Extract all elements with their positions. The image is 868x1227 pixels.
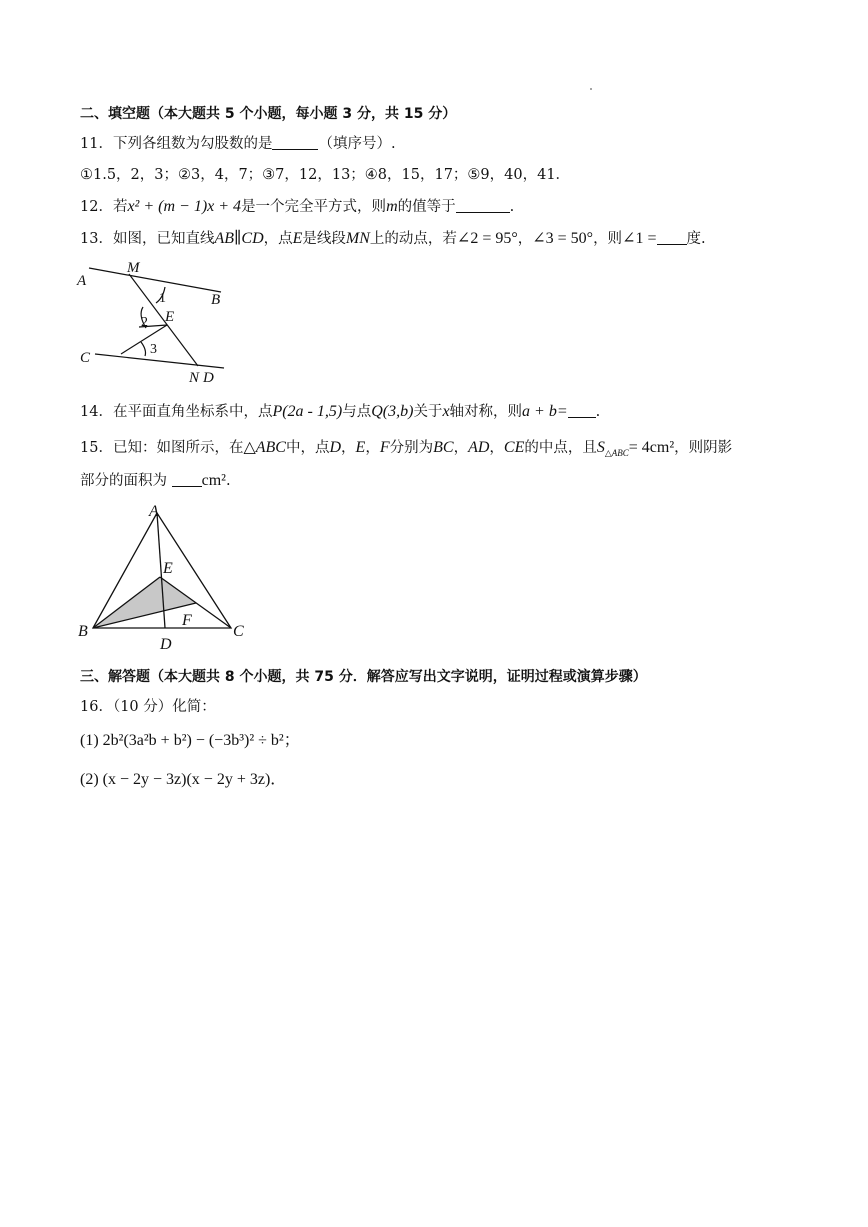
label-m: M bbox=[127, 260, 140, 276]
label-angle-2: 2 bbox=[141, 315, 148, 330]
q15-c1: ， bbox=[341, 440, 356, 456]
label-e: E bbox=[163, 560, 173, 577]
line-cd bbox=[95, 354, 224, 368]
q11-text: 11．下列各组数为勾股数的是 bbox=[80, 136, 273, 152]
label-e: E bbox=[165, 309, 175, 325]
q14-point-q: Q(3,b) bbox=[371, 403, 414, 420]
q15-d: D bbox=[329, 439, 342, 456]
q15-line2: 部分的面积为 bbox=[80, 473, 167, 489]
label-angle-3: 3 bbox=[150, 342, 157, 357]
q14-mid: 与点 bbox=[342, 404, 372, 420]
q13-tail: 度. bbox=[686, 231, 706, 247]
q11-after: （填序号）. bbox=[318, 136, 396, 152]
label-c: C bbox=[233, 623, 244, 640]
q16-part1: (1) 2b²(3a²b + b²) − (−3b³)² ÷ b²； bbox=[80, 732, 300, 749]
q14-x: x bbox=[442, 403, 450, 420]
question-13 bbox=[80, 229, 706, 249]
q13-pre: 13．如图，已知直线 bbox=[80, 231, 215, 247]
label-angle-1: 1 bbox=[159, 291, 166, 306]
q15-mid3: 的中点，且 bbox=[524, 440, 597, 456]
label-f: F bbox=[182, 612, 192, 629]
label-n: N bbox=[189, 370, 200, 386]
shaded-region bbox=[93, 577, 196, 628]
figure-15-triangle bbox=[75, 500, 255, 655]
q13-point-e: E bbox=[292, 230, 303, 247]
figure-13-parallel-lines bbox=[75, 258, 235, 390]
label-b: B bbox=[78, 623, 88, 640]
q15-c4: ， bbox=[489, 440, 504, 456]
q15-s-sub: △ABC bbox=[604, 447, 629, 458]
q15-c2: ， bbox=[365, 440, 380, 456]
label-a: A bbox=[149, 503, 159, 520]
q14-end: . bbox=[595, 404, 601, 420]
q14-answer-blank[interactable] bbox=[568, 403, 596, 418]
q13-parallel: AB∥CD bbox=[214, 230, 264, 247]
label-d: D bbox=[160, 636, 172, 653]
q13-angle2: ∠2 = 95° bbox=[456, 230, 518, 247]
q14-mid3: 轴对称，则 bbox=[449, 404, 523, 420]
q15-pre: 15．已知：如图所示，在 bbox=[80, 440, 244, 456]
line-ab bbox=[89, 268, 221, 292]
question-15-line2 bbox=[80, 471, 231, 491]
q15-s: S bbox=[596, 439, 605, 456]
question-14 bbox=[80, 402, 600, 422]
question-15 bbox=[80, 438, 732, 463]
angle3-arc bbox=[141, 342, 146, 356]
q15-e: E bbox=[355, 439, 366, 456]
q13-mid3: 上的动点，若 bbox=[369, 231, 457, 247]
section-heading-solutions: 三、解答题（本大题共 8 个小题，共 75 分．解答应写出文字说明，证明过程或演算步骤） bbox=[80, 669, 647, 685]
q13-mid2: 是线段 bbox=[302, 231, 346, 247]
q12-expression: x² + (m − 1)x + 4 bbox=[127, 198, 242, 215]
label-b: B bbox=[211, 292, 221, 308]
segment-mn bbox=[129, 274, 198, 366]
question-11 bbox=[80, 134, 396, 154]
q13-angle1: ∠1 = bbox=[622, 230, 657, 247]
q11-answer-blank[interactable] bbox=[272, 135, 318, 150]
q12-variable: m bbox=[386, 198, 398, 215]
label-d: D bbox=[203, 370, 214, 386]
q13-angle3: ∠3 = 50° bbox=[532, 230, 594, 247]
q15-triangle: △ABC bbox=[243, 439, 286, 456]
q13-segment: MN bbox=[345, 230, 370, 247]
q15-mid2: 分别为 bbox=[389, 440, 434, 456]
q12-end: . bbox=[509, 199, 515, 215]
q13-sep: ， bbox=[517, 231, 533, 247]
q14-expression: a + b= bbox=[522, 403, 568, 420]
q14-pre: 14．在平面直角坐标系中，点 bbox=[80, 404, 273, 420]
question-12 bbox=[80, 197, 514, 217]
q13-mid4: ，则 bbox=[593, 231, 623, 247]
q15-answer-blank[interactable] bbox=[172, 472, 202, 487]
q15-tail: ，则阴影 bbox=[674, 440, 733, 456]
q15-f: F bbox=[379, 439, 390, 456]
q15-area: = 4cm² bbox=[628, 439, 675, 456]
section-heading-fill-in: 二、填空题（本大题共 5 个小题，每小题 3 分，共 15 分） bbox=[80, 106, 457, 122]
q15-c3: ， bbox=[453, 440, 469, 456]
question-16: 16．（10 分）化简： bbox=[80, 699, 216, 715]
q12-tail: 的值等于 bbox=[397, 199, 456, 215]
q15-ad: AD bbox=[468, 439, 490, 456]
q15-unit: cm² bbox=[201, 472, 226, 489]
label-c: C bbox=[80, 350, 91, 366]
q13-mid1: ，点 bbox=[263, 231, 293, 247]
q14-mid2: 关于 bbox=[413, 404, 443, 420]
q12-mid: 是一个完全平方式，则 bbox=[241, 199, 387, 215]
q12-num: 12．若 bbox=[80, 199, 128, 215]
stray-dot bbox=[590, 88, 592, 90]
q16-part2: (2) (x − 2y − 3z)(x − 2y + 3z)． bbox=[80, 771, 287, 788]
q11-options: ①1.5，2，3；②3，4，7；③7，12，13；④8，15，17；⑤9，40，41． bbox=[80, 167, 571, 183]
q15-ce: CE bbox=[503, 439, 525, 456]
q14-point-p: P(2a - 1,5) bbox=[272, 403, 343, 420]
q13-answer-blank[interactable] bbox=[657, 230, 687, 245]
q15-bc: BC bbox=[433, 439, 454, 456]
q12-answer-blank[interactable] bbox=[456, 198, 510, 213]
q15-end: . bbox=[225, 473, 231, 489]
q15-mid1: 中，点 bbox=[285, 440, 330, 456]
label-a: A bbox=[77, 273, 87, 289]
